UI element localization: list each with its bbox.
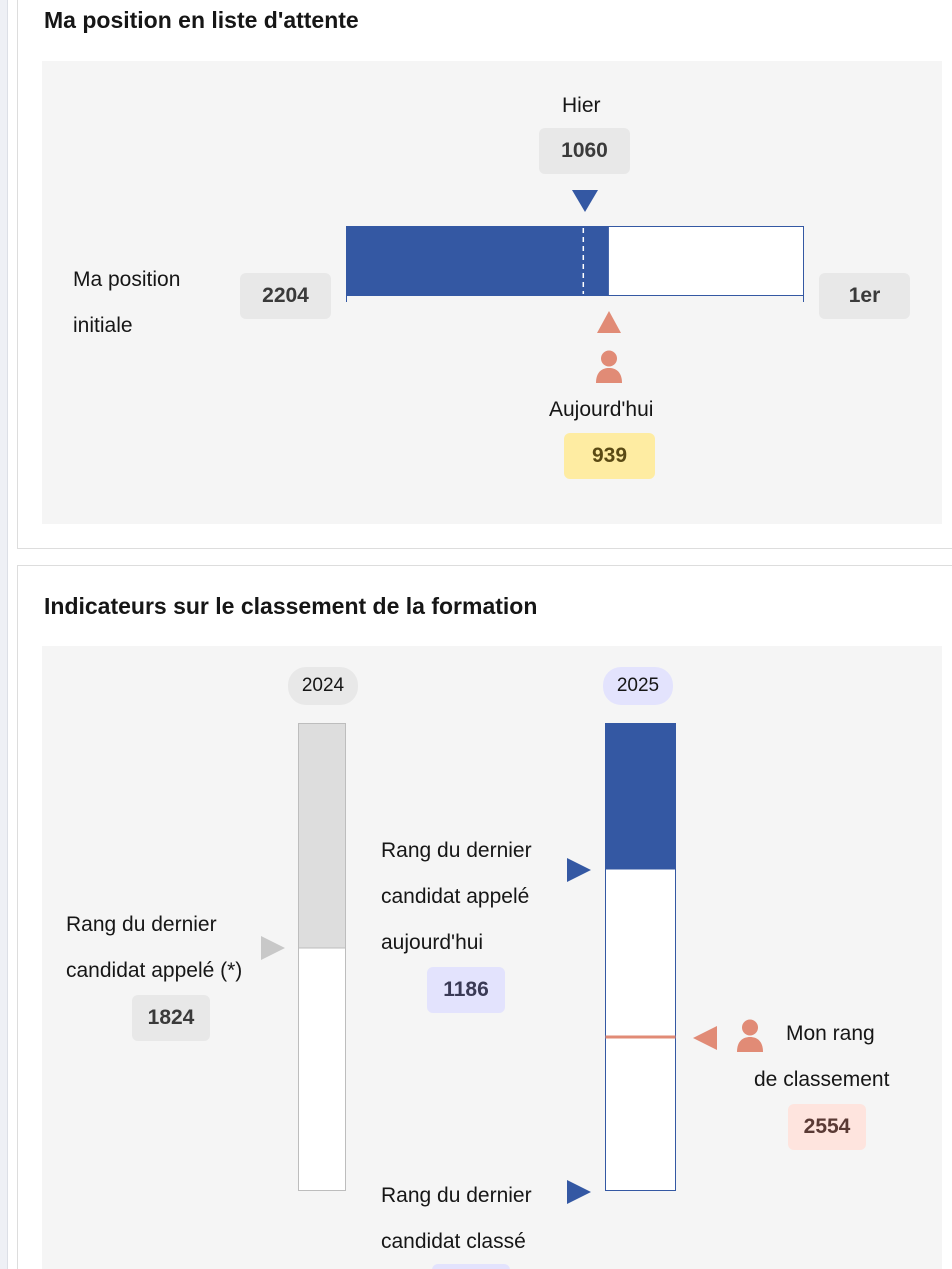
waitlist-panel (42, 61, 942, 524)
my-rank-badge: 2554 (788, 1104, 866, 1150)
ranking-panel (42, 646, 942, 1269)
first-position-badge: 1er (819, 273, 910, 319)
bar-2024 (298, 723, 348, 1193)
my-rank-label-line2: de classement (754, 1068, 890, 1091)
curr-last-called-label-line3: aujourd'hui (381, 931, 484, 954)
today-label: Aujourd'hui (549, 398, 654, 421)
year-2024-pill: 2024 (288, 667, 358, 705)
left-edge-border (0, 0, 8, 1269)
waitlist-progress-bar (346, 226, 806, 306)
my-rank-label-line1: Mon rang (786, 1022, 875, 1045)
waitlist-card (17, 0, 952, 549)
prev-last-called-label-line2: candidat appelé (*) (66, 959, 243, 982)
initial-position-badge: 2204 (240, 273, 331, 319)
year-2025-pill: 2025 (603, 667, 673, 705)
person-icon (737, 1019, 763, 1053)
initial-position-label-line1: Ma position (73, 268, 181, 291)
last-ranked-badge (432, 1264, 510, 1269)
last-ranked-label-line2: candidat classé (381, 1230, 526, 1253)
curr-last-called-label-line1: Rang du dernier (381, 839, 532, 862)
triangle-right-icon (567, 858, 591, 882)
curr-last-called-label-line2: candidat appelé (381, 885, 530, 908)
bar-2024-called-fill (299, 724, 345, 948)
bar-2025 (605, 723, 679, 1193)
triangle-down-icon (572, 190, 598, 214)
prev-last-called-badge: 1824 (132, 995, 210, 1041)
waitlist-title: Ma position en liste d'attente (44, 7, 359, 33)
prev-last-called-label-line1: Rang du dernier (66, 913, 217, 936)
yesterday-label: Hier (562, 94, 601, 117)
curr-last-called-badge: 1186 (427, 967, 505, 1013)
bar-2025-called-fill (606, 724, 676, 870)
triangle-right-icon (567, 1180, 591, 1204)
triangle-right-icon (261, 936, 285, 960)
yesterday-badge: 1060 (539, 128, 630, 174)
initial-position-label-line2: initiale (73, 314, 133, 337)
today-badge: 939 (564, 433, 655, 479)
person-icon (596, 350, 622, 384)
ranking-title: Indicateurs sur le classement de la formation (44, 593, 538, 619)
progress-fill-today (347, 227, 609, 296)
last-ranked-label-line1: Rang du dernier (381, 1184, 532, 1207)
triangle-up-icon (597, 311, 621, 333)
ranking-card (17, 565, 952, 1269)
triangle-left-icon (693, 1026, 717, 1050)
